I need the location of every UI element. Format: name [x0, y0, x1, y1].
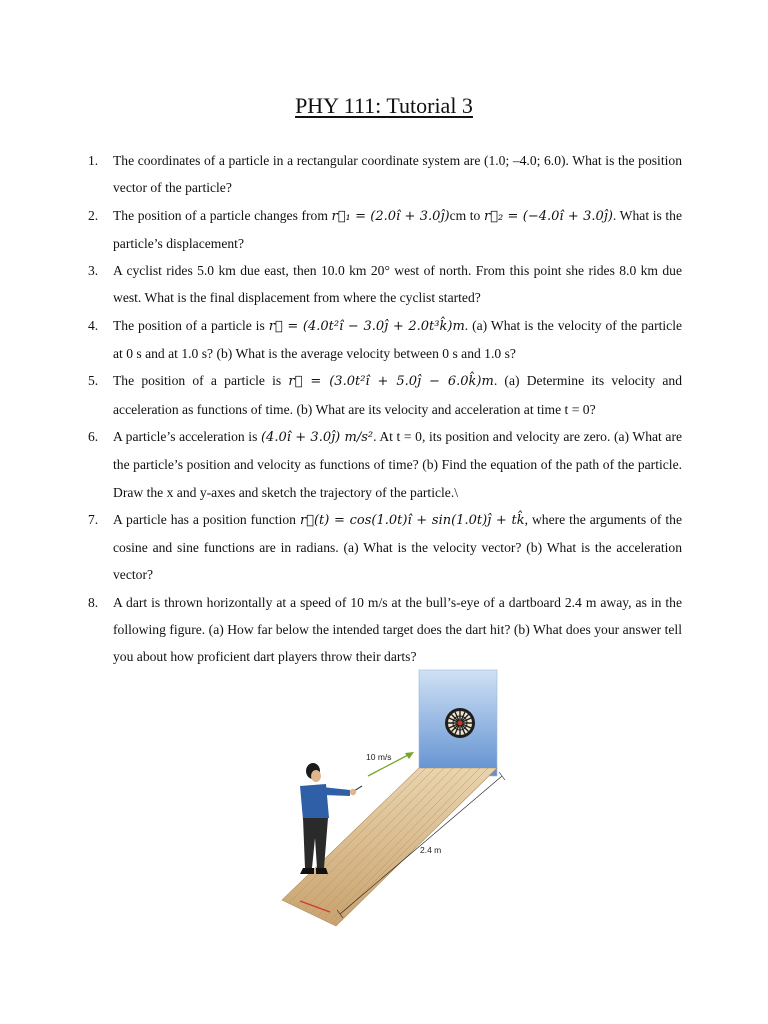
dartboard-figure: [270, 668, 510, 930]
problem-1: [88, 147, 682, 202]
problem-number: 2.: [88, 207, 99, 223]
problem-text: The coordinates of a particle in a rectangular coordinate system are (1.0; –4.0; 6.0). What is the position vector of the particle?: [113, 153, 682, 196]
problem-8: [88, 589, 682, 671]
problem-text: A particle’s acceleration is: [113, 428, 261, 444]
problem-4: [88, 312, 682, 368]
problem-number: 7.: [88, 511, 99, 527]
page-title: PHY 111: Tutorial 3: [295, 93, 473, 118]
dartboard-icon: [445, 708, 475, 738]
problem-text: . At t = 0, its position and velocity are zero. (a) What are the particle’s position and velocity as functions of time? (b) Find the equation of the path of the particle. Draw the x and y-axes and sketch the trajectory of the particle.\: [113, 428, 683, 500]
problem-number: 8.: [88, 594, 99, 610]
equation-position: r⃗ = (4.0t²î − 3.0ĵ + 2.0t³k̂)m: [268, 318, 465, 334]
problem-text: , where the arguments of the cosine and sine functions are in radians. (a) What is the velocity vector? (b) What is the acceleration vector?: [113, 511, 682, 583]
equation-position: r⃗ = (3.0t²î + 5.0ĵ − 6.0k̂)m: [288, 374, 494, 390]
equation-position-function: r⃗(t) = cos(1.0t)î + sin(1.0t)ĵ + tk̂: [299, 512, 525, 528]
problem-text: A dart is thrown horizontally at a speed of 10 m/s at the bull’s-eye of a dartboard 2.4 m away, as in the following figure. (a) How far below the intended target does the dart hit? (b) What does your answer tell you about how proficient dart players throw their darts?: [113, 594, 682, 665]
equation-r1: r⃗₁ = (2.0î + 3.0ĵ): [331, 208, 450, 224]
problem-number: 1.: [88, 153, 99, 168]
distance-label: 2.4 m: [420, 845, 442, 855]
equation-acceleration: (4.0î + 3.0ĵ) m/s²: [260, 429, 374, 445]
problem-text: The position of a particle is: [113, 373, 289, 389]
problem-number: 6.: [88, 428, 99, 444]
problem-number: 5.: [88, 373, 99, 389]
problem-3: [88, 257, 682, 312]
problem-5: [88, 367, 682, 423]
problem-number: 4.: [88, 317, 99, 333]
problem-7: [88, 506, 682, 589]
problem-text: . What is the particle’s displacement?: [113, 207, 682, 251]
problem-text: cm to: [449, 207, 484, 223]
problem-text: The position of a particle is: [113, 317, 269, 333]
problem-text: A particle has a position function: [113, 511, 300, 527]
problem-text: . (a) Determine its velocity and acceleration as functions of time. (b) What are its velocity and acceleration at time t = 0?: [113, 373, 683, 417]
dart-throw-illustration: [270, 668, 510, 930]
problem-6: [88, 423, 682, 506]
speed-label: 10 m/s: [366, 752, 392, 762]
problem-list: [88, 147, 682, 671]
problem-2: [88, 202, 682, 258]
equation-r2: r⃗₂ = (−4.0î + 3.0ĵ): [483, 208, 613, 224]
problem-number: 3.: [88, 263, 99, 279]
problem-text: A cyclist rides 5.0 km due east, then 10.0 km 20° west of north. From this point she rides 8.0 km due west. What is the final displacement from where the cyclist started?: [113, 263, 682, 306]
problem-text: The position of a particle changes from: [113, 207, 332, 223]
problem-text: . (a) What is the velocity of the particle at 0 s and at 1.0 s? (b) What is the average velocity between 0 s and 1.0 s?: [113, 317, 683, 362]
